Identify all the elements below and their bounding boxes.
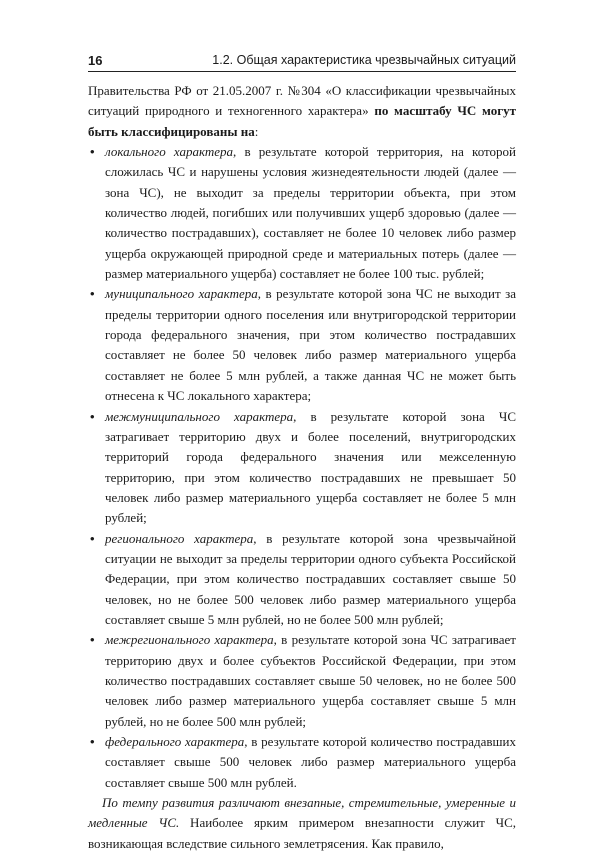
bullet-icon: • xyxy=(90,632,95,648)
bullet-icon: • xyxy=(90,286,95,302)
list-item-interregional xyxy=(88,630,516,732)
running-header xyxy=(88,52,516,72)
list-item-municipal xyxy=(88,284,516,406)
closing-paragraph xyxy=(88,793,516,854)
scale-classification-list xyxy=(88,142,516,793)
list-item-regional xyxy=(88,529,516,631)
closing-text: Наиболее ярким примером внезапности служит ЧС, возникающая вследствие сильного землетрясения. Как правило, xyxy=(88,815,517,851)
intro-bold-text: по масштабу ЧС могут быть классифицированы на xyxy=(88,103,517,139)
list-item-term: муниципального характера xyxy=(105,286,258,302)
list-item-text: , в результате которой зона ЧС затрагивает территорию двух и более субъектов Российской Федерации, при этом количество пострадавших составляет свыше 50 человек, но не более 500 человек либо размер материального ущерба составляет свыше 5 млн рублей, но не более 500 млн рублей; xyxy=(105,632,516,729)
list-item-local xyxy=(88,142,516,284)
page-number: 16 xyxy=(88,53,103,68)
list-item-intermunicipal xyxy=(88,407,516,529)
list-item-text: , в результате которой зона ЧС не выходит за пределы территории одного поселения или внутригородской территории города федерального значения, при этом количество пострадавших составляет не более 50 человек либо размер материального ущерба составляет не более 5 млн рублей, а также данная ЧС не может быть отнесена к ЧС локального характера; xyxy=(105,286,516,404)
list-item-text: , в результате которой количество пострадавших составляет свыше 500 человек либо размер материального ущерба составляет свыше 500 млн рублей. xyxy=(105,734,517,790)
book-page xyxy=(88,52,516,854)
list-item-federal xyxy=(88,732,516,793)
list-item-term: межмуниципального характера xyxy=(105,408,294,424)
bullet-icon: • xyxy=(90,408,95,424)
list-item-text: , в результате которой зона чрезвычайной ситуации не выходит за пределы территории одного субъекта Российской Федерации, при этом количество пострадавших составляет свыше 50 человек, но не более 500 человек либо размер материального ущерба составляет свыше 5 млн рублей, но не более 500 млн рублей; xyxy=(105,530,516,627)
list-item-term: межрегионального характера xyxy=(105,632,274,648)
list-item-text: , в результате которой зона ЧС затрагивает территорию двух и более поселений, внутригородских территорий города федерального значения или межселенную территорию, при этом количество пострадавших не превышает 50 человек либо размер материального ущерба составляет не более 5 млн рублей; xyxy=(105,408,516,526)
list-item-term: регионального характера xyxy=(105,530,254,546)
bullet-icon: • xyxy=(90,144,95,160)
closing-italic-text: По темпу развития различают внезапные, стремительные, умеренные и медленные ЧС. xyxy=(88,795,516,831)
intro-colon: : xyxy=(254,123,259,139)
bullet-icon: • xyxy=(90,530,95,546)
list-item-text: , в результате которой территория, на которой сложилась ЧС и нарушены условия жизнедеятельности людей (далее — зона ЧС), не выходит за пределы территории объекта, при этом количество людей, погибших или получивших ущерб здоровью (далее — количество пострадавших), составляет не более 10 человек либо размер ущерба окружающей природной среде и материальных потерь (далее — размер материального ущерба) составляет не более 100 тыс. рублей; xyxy=(105,144,516,282)
list-item-term: федерального характера xyxy=(105,734,245,749)
body-text xyxy=(88,81,516,854)
chapter-title: 1.2. Общая характеристика чрезвычайных ситуаций xyxy=(212,53,516,67)
intro-paragraph xyxy=(88,81,516,142)
bullet-icon: • xyxy=(90,734,95,749)
list-item-term: локального характера xyxy=(105,144,234,160)
intro-text: Правительства РФ от 21.05.2007 г. №304 «О классификации чрезвычайных ситуаций природного и техногенного характера» xyxy=(88,83,516,119)
